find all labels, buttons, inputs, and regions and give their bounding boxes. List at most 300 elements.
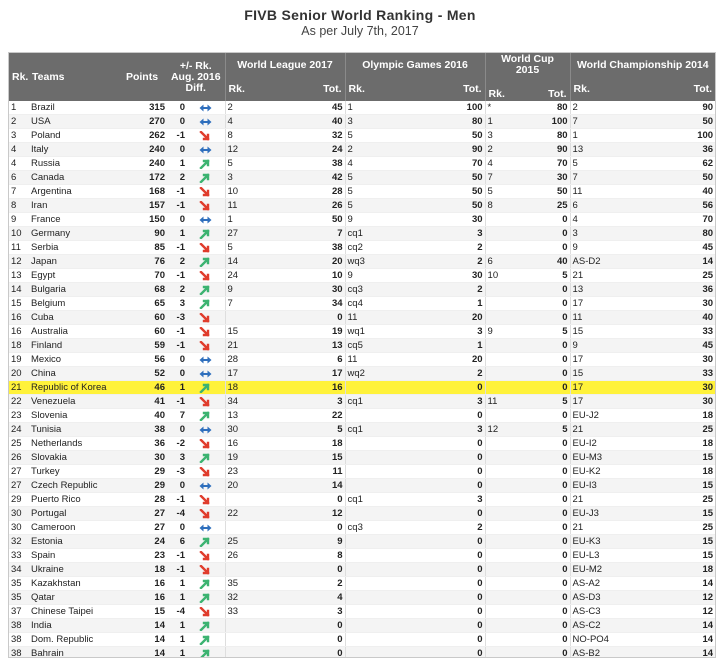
header-og-rk: Rk. [348,82,365,95]
wl-rank-cell: 35 [225,577,283,591]
og-total-cell: 0 [415,381,485,395]
wc-rank-cell: 10 [485,269,530,283]
page-subtitle: As per July 7th, 2017 [301,24,419,38]
team-cell: Finland [29,339,117,353]
ch-rank-cell: 21 [570,423,650,437]
table-row [9,507,715,521]
diff-cell: 1 [167,227,187,241]
og-total-cell: 2 [415,367,485,381]
wl-rank-cell [225,633,283,647]
ch-total-cell: 36 [650,283,715,297]
ch-rank-cell: 13 [570,143,650,157]
ch-total-cell: 50 [650,171,715,185]
diff-cell: 3 [167,297,187,311]
og-rank-cell [345,535,415,549]
wc-total-cell: 0 [530,451,570,465]
team-cell: Portugal [29,507,117,521]
trend-cell [187,297,225,311]
ch-rank-cell: 21 [570,269,650,283]
rank-cell: 15 [9,297,29,311]
team-cell: Netherlands [29,437,117,451]
wl-rank-cell: 7 [225,297,283,311]
og-rank-cell [345,479,415,493]
rank-cell: 14 [9,283,29,297]
og-total-cell: 3 [415,325,485,339]
trend-cell [187,577,225,591]
ch-total-cell: 62 [650,157,715,171]
wl-rank-cell: 26 [225,549,283,563]
arrow-down-icon [199,327,212,337]
team-cell: Iran [29,199,117,213]
points-cell: 56 [117,353,167,367]
og-total-cell: 0 [415,647,485,658]
wc-total-cell: 0 [530,549,570,563]
diff-cell: 6 [167,535,187,549]
rank-cell: 22 [9,395,29,409]
ranking-table [9,53,715,658]
wc-total-cell: 0 [530,493,570,507]
table-row [9,591,715,605]
arrow-up-icon [199,257,212,267]
wc-rank-cell: 12 [485,423,530,437]
points-cell: 38 [117,423,167,437]
ch-total-cell: 25 [650,493,715,507]
trend-cell [187,171,225,185]
diff-cell: -1 [167,563,187,577]
wl-rank-cell: 20 [225,479,283,493]
wl-total-cell: 12 [283,507,345,521]
team-cell: Italy [29,143,117,157]
og-rank-cell [345,577,415,591]
diff-cell: -1 [167,185,187,199]
team-cell: India [29,619,117,633]
wl-rank-cell [225,563,283,577]
ch-rank-cell: 17 [570,353,650,367]
wl-total-cell: 0 [283,633,345,647]
diff-cell: 0 [167,423,187,437]
og-rank-cell: 9 [345,269,415,283]
og-rank-cell: 5 [345,171,415,185]
header-diff: +/- Rk. Aug. 2016 Diff. [170,59,221,94]
rank-cell: 35 [9,591,29,605]
wc-total-cell: 0 [530,437,570,451]
wc-total-cell: 0 [530,241,570,255]
og-rank-cell [345,409,415,423]
ch-total-cell: 50 [650,115,715,129]
table-row [9,521,715,535]
ch-rank-cell: EU-M3 [570,451,650,465]
ch-total-cell: 33 [650,325,715,339]
wc-rank-cell: 9 [485,325,530,339]
diff-cell: -1 [167,269,187,283]
table-row [9,185,715,199]
ch-rank-cell: AS-C3 [570,605,650,619]
wc-total-cell: 5 [530,395,570,409]
wc-rank-cell [485,297,530,311]
diff-cell: 1 [167,577,187,591]
wl-total-cell: 28 [283,185,345,199]
header-points: Points [125,70,159,83]
table-row [9,297,715,311]
og-rank-cell [345,451,415,465]
rank-cell: 24 [9,423,29,437]
wc-total-cell: 0 [530,283,570,297]
ch-rank-cell: EU-J2 [570,409,650,423]
og-rank-cell: cq1 [345,423,415,437]
diff-cell: 0 [167,213,187,227]
rank-cell: 35 [9,577,29,591]
og-rank-cell: 11 [345,353,415,367]
wc-rank-cell [485,381,530,395]
table-row [9,241,715,255]
ch-rank-cell: 7 [570,171,650,185]
team-cell: Argentina [29,185,117,199]
wc-rank-cell [485,465,530,479]
ch-total-cell: 15 [650,549,715,563]
team-cell: Estonia [29,535,117,549]
ch-total-cell: 25 [650,269,715,283]
wc-total-cell: 0 [530,409,570,423]
wc-rank-cell [485,241,530,255]
points-cell: 168 [117,185,167,199]
wl-rank-cell: 19 [225,451,283,465]
trend-cell [187,437,225,451]
ch-rank-cell: EU-M2 [570,563,650,577]
points-cell: 18 [117,563,167,577]
rank-cell: 38 [9,647,29,658]
arrow-down-icon [199,551,212,561]
wc-rank-cell [485,549,530,563]
rank-cell: 21 [9,381,29,395]
wc-rank-cell [485,535,530,549]
wc-total-cell: 0 [530,563,570,577]
ch-total-cell: 45 [650,241,715,255]
wl-rank-cell: 22 [225,507,283,521]
wl-total-cell: 20 [283,255,345,269]
points-cell: 172 [117,171,167,185]
wc-rank-cell: 5 [485,185,530,199]
og-rank-cell: cq1 [345,227,415,241]
points-cell: 40 [117,409,167,423]
rank-cell: 4 [9,143,29,157]
team-cell: Czech Republic [29,479,117,493]
arrow-down-icon [199,341,212,351]
trend-cell [187,241,225,255]
wc-rank-cell: 11 [485,395,530,409]
wl-rank-cell: 21 [225,339,283,353]
team-cell: Canada [29,171,117,185]
trend-cell [187,465,225,479]
points-cell: 68 [117,283,167,297]
og-rank-cell [345,647,415,658]
team-cell: Republic of Korea [29,381,117,395]
og-rank-cell: 2 [345,143,415,157]
trend-cell [187,269,225,283]
trend-cell [187,283,225,297]
wl-total-cell: 0 [283,563,345,577]
points-cell: 70 [117,269,167,283]
table-row [9,395,715,409]
wc-rank-cell [485,619,530,633]
points-cell: 59 [117,339,167,353]
og-total-cell: 0 [415,633,485,647]
arrow-up-icon [199,411,212,421]
ch-total-cell: 18 [650,437,715,451]
diff-cell: -1 [167,325,187,339]
diff-cell: 3 [167,451,187,465]
points-cell: 27 [117,521,167,535]
points-cell: 24 [117,535,167,549]
wl-rank-cell: 2 [225,101,283,115]
arrow-up-icon [199,229,212,239]
diff-cell: 0 [167,479,187,493]
diff-cell: -1 [167,493,187,507]
og-rank-cell [345,605,415,619]
trend-cell [187,451,225,465]
rank-cell: 4 [9,157,29,171]
wc-total-cell: 0 [530,591,570,605]
og-total-cell: 0 [415,535,485,549]
og-total-cell: 30 [415,269,485,283]
og-rank-cell: 11 [345,311,415,325]
ch-total-cell: 70 [650,213,715,227]
og-total-cell: 2 [415,283,485,297]
header-ch-tot: Tot. [693,82,713,95]
table-row [9,283,715,297]
diff-cell: -3 [167,311,187,325]
ch-total-cell: 18 [650,465,715,479]
wc-total-cell: 5 [530,423,570,437]
team-cell: Qatar [29,591,117,605]
wc-total-cell: 0 [530,479,570,493]
diff-cell: 0 [167,353,187,367]
wc-total-cell: 0 [530,381,570,395]
wl-total-cell: 38 [283,241,345,255]
table-row [9,493,715,507]
wl-rank-cell: 18 [225,381,283,395]
team-cell: Bulgaria [29,283,117,297]
header-world-cup-label: World Cup 2015 [501,53,554,76]
wl-rank-cell: 15 [225,325,283,339]
trend-cell [187,213,225,227]
rank-cell: 30 [9,521,29,535]
table-row [9,465,715,479]
og-rank-cell [345,507,415,521]
arrow-same-icon [199,145,212,155]
arrow-same-icon [199,369,212,379]
og-total-cell: 2 [415,521,485,535]
diff-cell: 7 [167,409,187,423]
wc-total-cell: 0 [530,353,570,367]
header-wl-tot: Tot. [323,82,342,95]
wl-total-cell: 13 [283,339,345,353]
ch-total-cell: 25 [650,521,715,535]
og-rank-cell: wq3 [345,255,415,269]
wc-rank-cell [485,493,530,507]
rank-cell: 19 [9,353,29,367]
og-rank-cell: cq1 [345,493,415,507]
rank-cell: 23 [9,409,29,423]
arrow-down-icon [199,243,212,253]
wc-rank-cell: * [485,101,530,115]
arrow-up-icon [199,621,212,631]
wc-rank-cell [485,479,530,493]
points-cell: 15 [117,605,167,619]
diff-cell: 0 [167,521,187,535]
og-rank-cell [345,633,415,647]
og-rank-cell [345,563,415,577]
trend-cell [187,493,225,507]
diff-cell: -4 [167,605,187,619]
ch-rank-cell: AS-B2 [570,647,650,658]
arrow-same-icon [199,103,212,113]
rank-cell: 8 [9,199,29,213]
table-row [9,101,715,115]
ch-rank-cell: 7 [570,115,650,129]
points-cell: 315 [117,101,167,115]
points-cell: 60 [117,311,167,325]
diff-cell: -1 [167,241,187,255]
team-cell: Egypt [29,269,117,283]
wc-total-cell: 80 [530,101,570,115]
ch-rank-cell: 4 [570,213,650,227]
wc-rank-cell [485,437,530,451]
header-teams: Teams [32,70,65,83]
wc-rank-cell [485,647,530,658]
trend-cell [187,157,225,171]
arrow-up-icon [199,537,212,547]
wl-total-cell: 26 [283,199,345,213]
diff-cell: 0 [167,367,187,381]
rank-cell: 2 [9,115,29,129]
trend-cell [187,619,225,633]
team-cell: Slovakia [29,451,117,465]
team-cell: Japan [29,255,117,269]
points-cell: 262 [117,129,167,143]
og-rank-cell: 3 [345,115,415,129]
rank-cell: 29 [9,493,29,507]
rank-cell: 30 [9,507,29,521]
og-total-cell: 90 [415,143,485,157]
header-wc-tot: Tot. [548,88,567,100]
wl-total-cell: 7 [283,227,345,241]
wc-total-cell: 0 [530,227,570,241]
wl-total-cell: 32 [283,129,345,143]
diff-cell: -1 [167,339,187,353]
ch-rank-cell: 5 [570,157,650,171]
trend-cell [187,367,225,381]
points-cell: 41 [117,395,167,409]
arrow-same-icon [199,523,212,533]
ch-rank-cell: 9 [570,241,650,255]
ch-total-cell: 40 [650,185,715,199]
ch-rank-cell: EU-L3 [570,549,650,563]
rank-cell: 38 [9,633,29,647]
points-cell: 28 [117,493,167,507]
trend-cell [187,115,225,129]
og-rank-cell [345,619,415,633]
wl-total-cell: 0 [283,311,345,325]
og-rank-cell: 5 [345,129,415,143]
table-row [9,157,715,171]
points-cell: 65 [117,297,167,311]
og-total-cell: 100 [415,101,485,115]
wc-rank-cell: 7 [485,171,530,185]
wl-total-cell: 30 [283,283,345,297]
wl-rank-cell: 28 [225,353,283,367]
ch-total-cell: 18 [650,409,715,423]
og-total-cell: 0 [415,409,485,423]
arrow-down-icon [199,187,212,197]
rank-cell: 38 [9,619,29,633]
rank-cell: 33 [9,549,29,563]
trend-cell [187,423,225,437]
ch-rank-cell: 6 [570,199,650,213]
wl-total-cell: 14 [283,479,345,493]
wl-total-cell: 16 [283,381,345,395]
rank-cell: 37 [9,605,29,619]
rank-cell: 32 [9,535,29,549]
wc-total-cell: 0 [530,339,570,353]
rank-cell: 26 [9,451,29,465]
points-cell: 240 [117,157,167,171]
ch-rank-cell: 9 [570,339,650,353]
rank-cell: 25 [9,437,29,451]
wl-total-cell: 4 [283,591,345,605]
wl-rank-cell [225,619,283,633]
ch-rank-cell: 1 [570,129,650,143]
wl-rank-cell: 9 [225,283,283,297]
wl-rank-cell: 34 [225,395,283,409]
team-cell: Turkey [29,465,117,479]
header-world-championship [570,53,715,101]
arrow-same-icon [199,425,212,435]
og-rank-cell [345,381,415,395]
rank-cell: 13 [9,269,29,283]
og-rank-cell: cq4 [345,297,415,311]
rank-cell: 16 [9,325,29,339]
og-total-cell: 50 [415,171,485,185]
team-cell: Serbia [29,241,117,255]
diff-cell: -3 [167,465,187,479]
table-header-row [9,53,715,101]
wc-total-cell: 0 [530,535,570,549]
wl-rank-cell [225,521,283,535]
og-rank-cell [345,549,415,563]
team-cell: China [29,367,117,381]
og-rank-cell: cq5 [345,339,415,353]
trend-cell [187,563,225,577]
team-cell: Slovenia [29,409,117,423]
arrow-down-icon [199,397,212,407]
og-total-cell: 1 [415,297,485,311]
wl-total-cell: 9 [283,535,345,549]
ch-total-cell: 12 [650,605,715,619]
og-rank-cell [345,591,415,605]
wc-rank-cell: 1 [485,115,530,129]
ch-total-cell: 45 [650,339,715,353]
table-row [9,451,715,465]
ch-rank-cell: 17 [570,395,650,409]
og-rank-cell [345,465,415,479]
og-total-cell: 0 [415,577,485,591]
wl-total-cell: 18 [283,437,345,451]
ch-rank-cell: NO-PO4 [570,633,650,647]
wl-total-cell: 22 [283,409,345,423]
header-olympic-games-label: Olympic Games 2016 [362,58,468,71]
ch-rank-cell: 21 [570,493,650,507]
trend-cell [187,591,225,605]
